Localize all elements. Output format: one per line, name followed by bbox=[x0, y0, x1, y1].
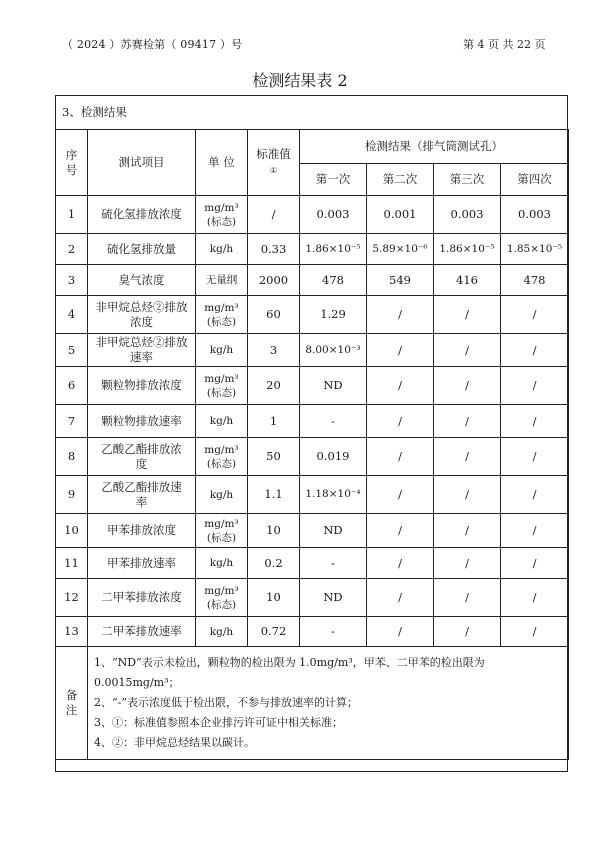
row-result-3: / bbox=[434, 334, 501, 367]
notes-content bbox=[88, 647, 569, 760]
row-no: 4 bbox=[56, 296, 88, 334]
note-3: 3、①：标准值参照本企业排污许可证中相关标准； bbox=[94, 716, 343, 729]
table-row bbox=[56, 514, 569, 548]
page-info: 第 4 页 共 22 页 bbox=[463, 38, 546, 51]
row-no: 7 bbox=[56, 405, 88, 438]
row-result-1: ND bbox=[300, 579, 367, 617]
row-std: 50 bbox=[248, 438, 300, 476]
row-result-3: / bbox=[434, 579, 501, 617]
row-result-1: ND bbox=[300, 514, 367, 548]
col-header-unit: 单 位 bbox=[196, 130, 248, 196]
row-result-2: / bbox=[367, 334, 434, 367]
table-row bbox=[56, 476, 569, 514]
row-std: 20 bbox=[248, 367, 300, 405]
row-result-3: / bbox=[434, 617, 501, 647]
row-no: 8 bbox=[56, 438, 88, 476]
row-item: 颗粒物排放速率 bbox=[88, 405, 196, 438]
note-4: 4、②：非甲烷总烃结果以碳计。 bbox=[94, 736, 255, 749]
row-no: 12 bbox=[56, 579, 88, 617]
row-item: 甲苯排放浓度 bbox=[88, 514, 196, 548]
table-row bbox=[56, 334, 569, 367]
col-header-std-label: 标准值 bbox=[256, 147, 291, 161]
row-result-1: 0.003 bbox=[300, 196, 367, 234]
row-result-3: / bbox=[434, 296, 501, 334]
row-result-4: / bbox=[501, 367, 569, 405]
row-result-4: / bbox=[501, 405, 569, 438]
row-result-1: ND bbox=[300, 367, 367, 405]
row-result-2: / bbox=[367, 296, 434, 334]
row-result-2: / bbox=[367, 579, 434, 617]
col-header-item: 测试项目 bbox=[88, 130, 196, 196]
col-header-r3: 第三次 bbox=[434, 164, 501, 196]
table-row bbox=[56, 548, 569, 579]
row-result-2: 0.001 bbox=[367, 196, 434, 234]
note-1: 1、“ND”表示未检出，颗粒物的检出限为 1.0mg/m³，甲苯、二甲苯的检出限为 0.0015mg/m³； bbox=[94, 656, 485, 689]
row-result-4: / bbox=[501, 579, 569, 617]
row-no: 11 bbox=[56, 548, 88, 579]
row-result-3: 1.86×10⁻⁵ bbox=[434, 234, 501, 265]
row-item: 乙酸乙酯排放浓 度 bbox=[88, 438, 196, 476]
row-no: 13 bbox=[56, 617, 88, 647]
row-result-4: / bbox=[501, 514, 569, 548]
row-result-4: 0.003 bbox=[501, 196, 569, 234]
row-result-2: / bbox=[367, 548, 434, 579]
row-result-1: 478 bbox=[300, 265, 367, 296]
col-header-std-mark: ① bbox=[269, 166, 278, 175]
row-result-2: / bbox=[367, 514, 434, 548]
row-no: 10 bbox=[56, 514, 88, 548]
row-result-4: / bbox=[501, 548, 569, 579]
row-unit: kg/h bbox=[196, 334, 248, 367]
row-item: 颗粒物排放浓度 bbox=[88, 367, 196, 405]
row-item: 非甲烷总烃②排放 速率 bbox=[88, 334, 196, 367]
section-title: 3、检测结果 bbox=[62, 105, 127, 119]
row-result-4: 478 bbox=[501, 265, 569, 296]
row-unit: kg/h bbox=[196, 476, 248, 514]
table-body bbox=[56, 196, 569, 647]
row-unit: mg/m³ (标态) bbox=[196, 438, 248, 476]
row-result-4: / bbox=[501, 476, 569, 514]
table-row bbox=[56, 296, 569, 334]
row-std: 1 bbox=[248, 405, 300, 438]
row-item: 臭气浓度 bbox=[88, 265, 196, 296]
row-result-3: / bbox=[434, 367, 501, 405]
row-no: 2 bbox=[56, 234, 88, 265]
notes-label: 备 注 bbox=[56, 647, 88, 760]
row-std: 0.72 bbox=[248, 617, 300, 647]
row-item: 甲苯排放速率 bbox=[88, 548, 196, 579]
row-no: 1 bbox=[56, 196, 88, 234]
row-result-2: / bbox=[367, 367, 434, 405]
table-row bbox=[56, 265, 569, 296]
row-item: 非甲烷总烃②排放 浓度 bbox=[88, 296, 196, 334]
col-header-std bbox=[248, 130, 300, 196]
row-result-1: 0.019 bbox=[300, 438, 367, 476]
row-result-1: - bbox=[300, 617, 367, 647]
row-std: 10 bbox=[248, 514, 300, 548]
row-no: 5 bbox=[56, 334, 88, 367]
row-result-4: / bbox=[501, 296, 569, 334]
col-header-r2: 第二次 bbox=[367, 164, 434, 196]
col-header-result-group: 检测结果（排气筒测试孔） bbox=[300, 130, 569, 164]
page-title: 检测结果表 2 bbox=[252, 71, 348, 90]
row-unit: mg/m³ (标态) bbox=[196, 196, 248, 234]
col-header-r1: 第一次 bbox=[300, 164, 367, 196]
row-std: 10 bbox=[248, 579, 300, 617]
col-header-r4: 第四次 bbox=[501, 164, 569, 196]
table-row bbox=[56, 438, 569, 476]
row-result-3: 416 bbox=[434, 265, 501, 296]
report-number: （ 2024 ）苏赛检第（ 09417 ）号 bbox=[62, 38, 243, 51]
table-row bbox=[56, 405, 569, 438]
row-result-3: / bbox=[434, 438, 501, 476]
row-result-4: / bbox=[501, 617, 569, 647]
row-no: 6 bbox=[56, 367, 88, 405]
table-row bbox=[56, 196, 569, 234]
row-std: 0.33 bbox=[248, 234, 300, 265]
row-result-1: - bbox=[300, 548, 367, 579]
row-item: 二甲苯排放速率 bbox=[88, 617, 196, 647]
row-std: 0.2 bbox=[248, 548, 300, 579]
row-result-1: 1.29 bbox=[300, 296, 367, 334]
row-std: 60 bbox=[248, 296, 300, 334]
table-row bbox=[56, 579, 569, 617]
col-header-no: 序号 bbox=[56, 130, 88, 196]
row-item: 硫化氢排放浓度 bbox=[88, 196, 196, 234]
row-result-3: / bbox=[434, 514, 501, 548]
row-result-3: 0.003 bbox=[434, 196, 501, 234]
row-result-2: / bbox=[367, 438, 434, 476]
row-result-4: 1.85×10⁻⁵ bbox=[501, 234, 569, 265]
row-unit: kg/h bbox=[196, 234, 248, 265]
row-result-4: / bbox=[501, 334, 569, 367]
row-result-2: / bbox=[367, 476, 434, 514]
row-std: 2000 bbox=[248, 265, 300, 296]
row-result-1: 8.00×10⁻³ bbox=[300, 334, 367, 367]
results-table bbox=[55, 129, 569, 760]
row-item: 硫化氢排放量 bbox=[88, 234, 196, 265]
row-unit: mg/m³ (标态) bbox=[196, 579, 248, 617]
row-std: 1.1 bbox=[248, 476, 300, 514]
row-unit: kg/h bbox=[196, 548, 248, 579]
row-unit: 无量纲 bbox=[196, 265, 248, 296]
row-result-1: - bbox=[300, 405, 367, 438]
row-result-3: / bbox=[434, 476, 501, 514]
row-unit: kg/h bbox=[196, 617, 248, 647]
table-row bbox=[56, 617, 569, 647]
row-no: 3 bbox=[56, 265, 88, 296]
row-result-1: 1.18×10⁻⁴ bbox=[300, 476, 367, 514]
row-item: 乙酸乙酯排放速 率 bbox=[88, 476, 196, 514]
table-row bbox=[56, 367, 569, 405]
note-2: 2、“-”表示浓度低于检出限，不参与排放速率的计算； bbox=[94, 696, 358, 709]
row-result-2: / bbox=[367, 405, 434, 438]
row-std: 3 bbox=[248, 334, 300, 367]
row-unit: kg/h bbox=[196, 405, 248, 438]
row-unit: mg/m³ (标态) bbox=[196, 296, 248, 334]
row-unit: mg/m³ (标态) bbox=[196, 367, 248, 405]
row-result-2: 549 bbox=[367, 265, 434, 296]
row-result-2: 5.89×10⁻⁶ bbox=[367, 234, 434, 265]
row-result-3: / bbox=[434, 405, 501, 438]
row-result-3: / bbox=[434, 548, 501, 579]
row-result-1: 1.86×10⁻⁵ bbox=[300, 234, 367, 265]
row-result-4: / bbox=[501, 438, 569, 476]
row-item: 二甲苯排放浓度 bbox=[88, 579, 196, 617]
row-result-2: / bbox=[367, 617, 434, 647]
row-unit: mg/m³ (标态) bbox=[196, 514, 248, 548]
table-row bbox=[56, 234, 569, 265]
row-std: / bbox=[248, 196, 300, 234]
row-no: 9 bbox=[56, 476, 88, 514]
